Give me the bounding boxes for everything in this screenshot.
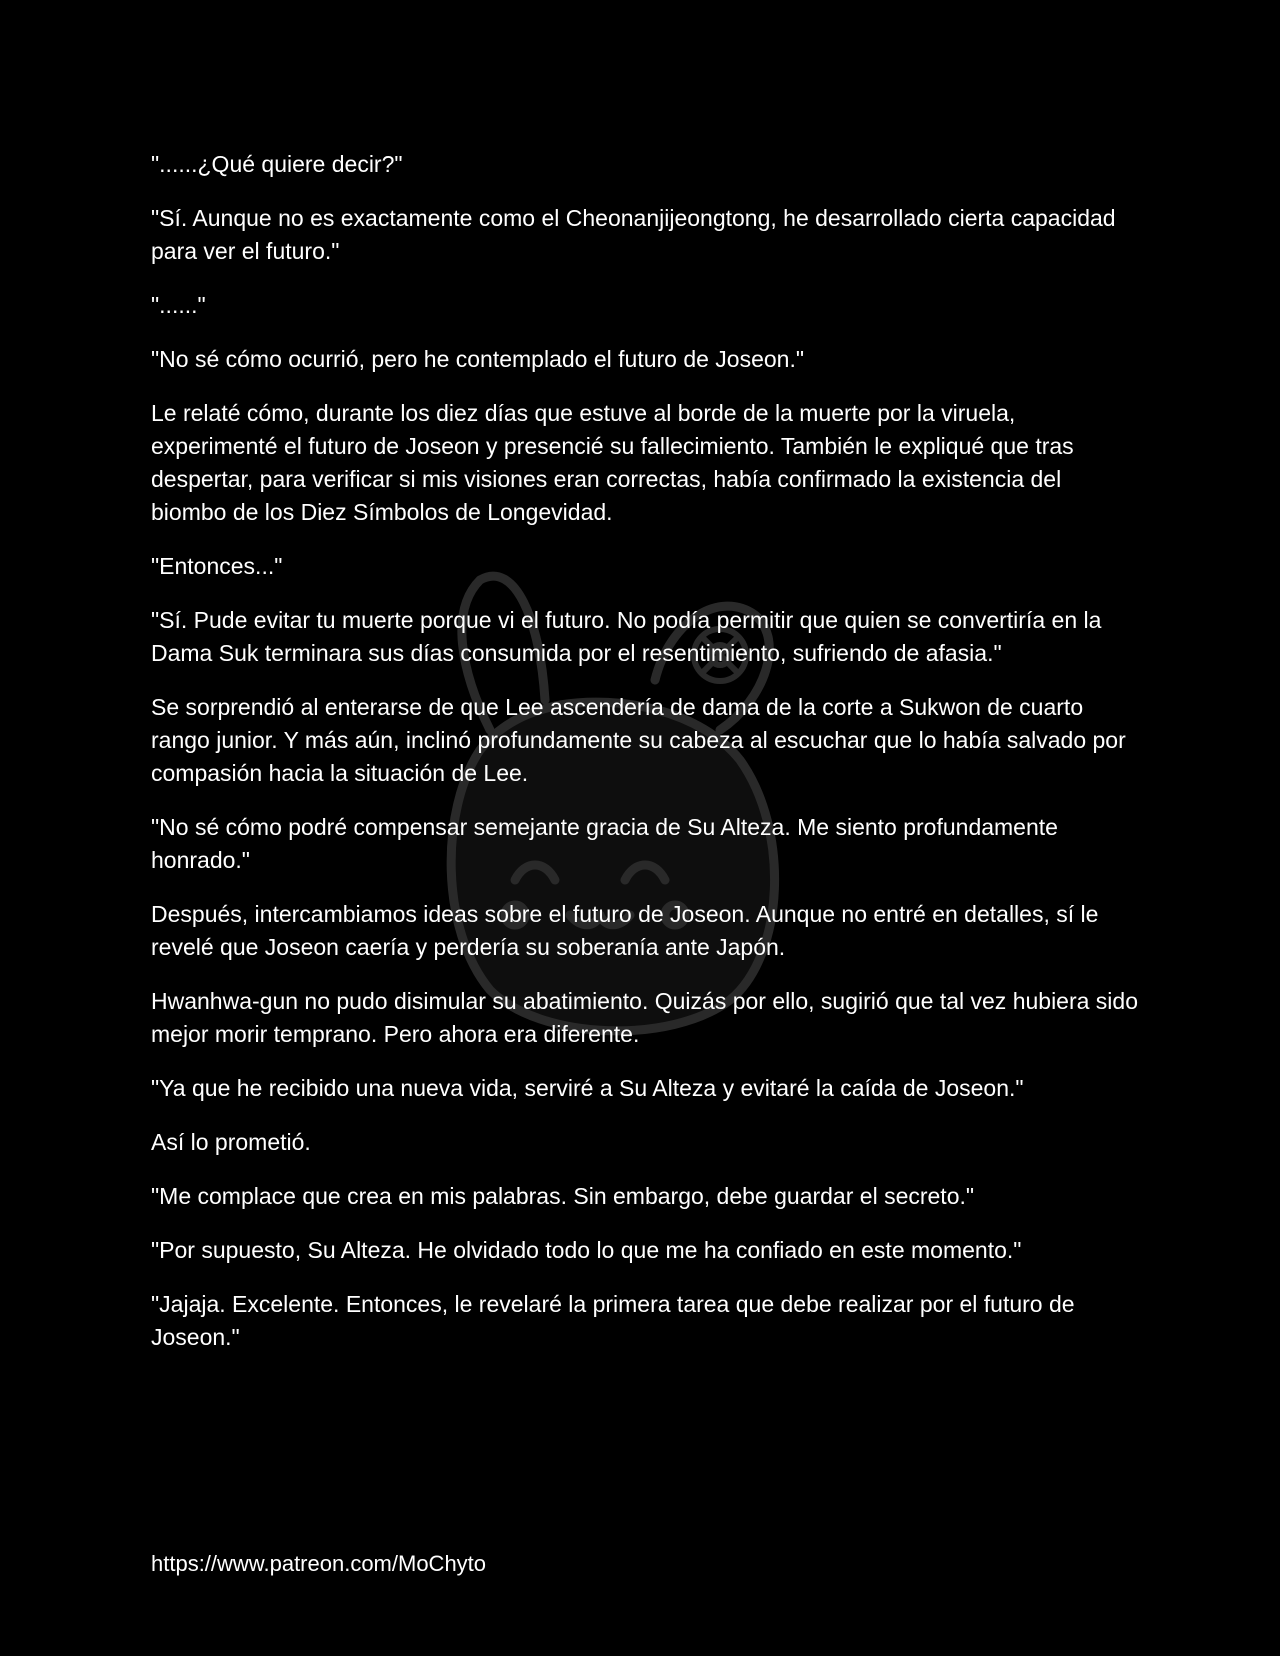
paragraph: Después, intercambiamos ideas sobre el futuro de Joseon. Aunque no entré en detalles, sí le revelé que Joseon caería y perdería su soberanía ante Japón. (151, 901, 1099, 960)
patreon-link[interactable]: https://www.patreon.com/MoChyto (151, 1551, 487, 1576)
paragraph: Así lo prometió. (151, 1129, 311, 1155)
paragraph: Le relaté cómo, durante los diez días que estuve al borde de la muerte por la viruela, experimenté el futuro de Joseon y presencié su fallecimiento. También le expliqué que tras despertar, para verificar si mis visiones eran correctas, había confirmado la existencia del biombo de los Diez Símbolos de Longevidad. (151, 400, 1074, 525)
paragraph: "Por supuesto, Su Alteza. He olvidado todo lo que me ha confiado en este momento." (151, 1237, 1022, 1263)
paragraph: "Entonces..." (151, 553, 283, 579)
paragraph: "No sé cómo podré compensar semejante gracia de Su Alteza. Me siento profundamente honrado." (151, 814, 1058, 873)
paragraph: "No sé cómo ocurrió, pero he contemplado el futuro de Joseon." (151, 346, 805, 372)
paragraph: "......¿Qué quiere decir?" (151, 151, 403, 177)
paragraph: "Ya que he recibido una nueva vida, serviré a Su Alteza y evitaré la caída de Joseon." (151, 1075, 1024, 1101)
paragraph: "Jajaja. Excelente. Entonces, le revelaré la primera tarea que debe realizar por el futuro de Joseon." (151, 1291, 1075, 1350)
paragraph: "......" (151, 292, 206, 318)
paragraph: "Sí. Pude evitar tu muerte porque vi el futuro. No podía permitir que quien se convertiría en la Dama Suk terminara sus días consumida por el resentimiento, sufriendo de afasia." (151, 607, 1102, 666)
paragraph: "Me complace que crea en mis palabras. Sin embargo, debe guardar el secreto." (151, 1183, 975, 1209)
document-body (151, 148, 1141, 1375)
paragraph: Hwanhwa-gun no pudo disimular su abatimiento. Quizás por ello, sugirió que tal vez hubiera sido mejor morir temprano. Pero ahora era diferente. (151, 988, 1139, 1047)
paragraph: "Sí. Aunque no es exactamente como el Cheonanjijeongtong, he desarrollado cierta capacidad para ver el futuro." (151, 205, 1116, 264)
paragraph: Se sorprendió al enterarse de que Lee ascendería de dama de la corte a Sukwon de cuarto rango junior. Y más aún, inclinó profundamente su cabeza al escuchar que lo había salvado por compasión hacia la situación de Lee. (151, 694, 1126, 786)
